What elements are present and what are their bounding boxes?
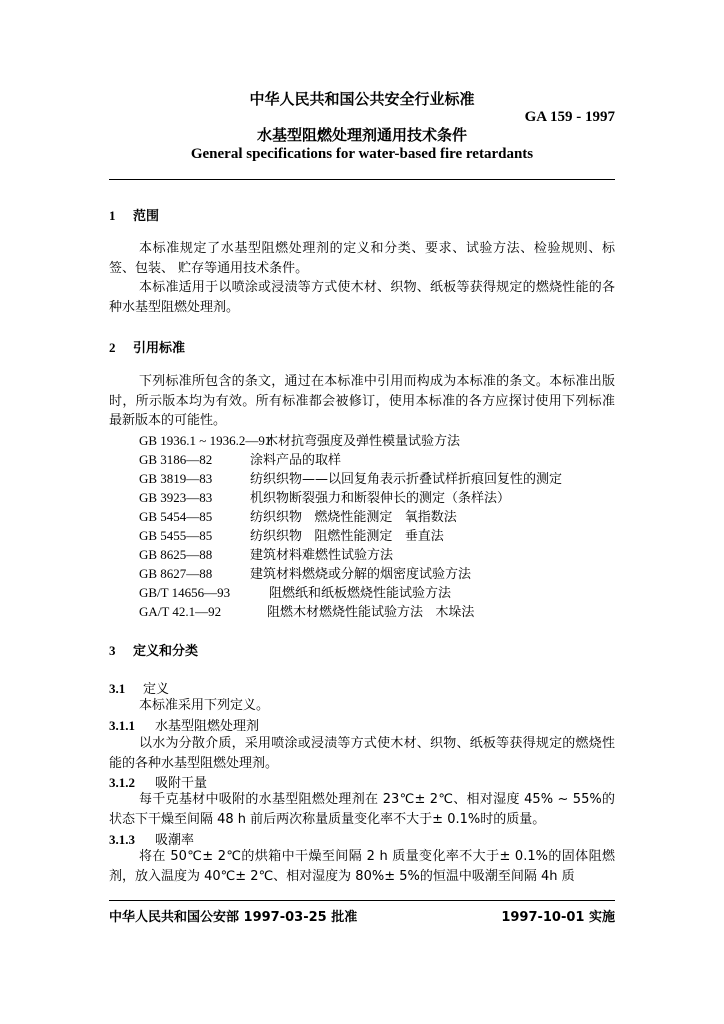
reference-title: 纺织织物 燃烧性能测定 氧指数法 (250, 510, 457, 525)
reference-item (139, 602, 474, 622)
subsection-title: 吸附干量 (155, 776, 208, 791)
reference-item (139, 545, 393, 565)
reference-code: GB 8625—88 (139, 547, 213, 562)
section-3-heading (109, 640, 198, 659)
reference-title: 建筑材料燃烧或分解的烟密度试验方法 (250, 567, 472, 582)
subsection-number: 3.1.2 (109, 775, 135, 790)
reference-code: GB 5455—85 (139, 528, 213, 543)
reference-title: 阻燃纸和纸板燃烧性能试验方法 (269, 586, 452, 601)
reference-item (139, 488, 510, 508)
reference-item (139, 507, 457, 527)
subsection-3-1-1-heading (109, 715, 259, 734)
reference-code: GB 1936.1 ~ 1936.2—91 (139, 433, 272, 448)
subsection-title: 吸潮率 (155, 833, 195, 848)
reference-code: GB 3923—83 (139, 490, 213, 505)
reference-title: 纺织织物——以回复角表示折叠试样折痕回复性的测定 (250, 472, 563, 487)
section-2-number: 2 (109, 340, 116, 355)
section-1-para-2: 本标准适用于以喷涂或浸渍等方式使木材、织物、纸板等获得规定的燃烧性能的各种水基型阻燃处理剂。 (109, 280, 615, 315)
subsection-3-1-1-text: 以水为分散介质，采用喷涂或浸渍等方式使木材、织物、纸板等获得规定的燃烧性能的各种水基型阻燃处理剂。 (109, 736, 615, 771)
subsection-3-1-2-heading (109, 772, 207, 791)
section-2-title: 引用标准 (133, 341, 186, 356)
reference-item (139, 469, 562, 489)
subsection-number: 3.1.3 (109, 832, 135, 847)
subsection-3-1-heading (109, 678, 169, 697)
reference-item (139, 564, 471, 584)
section-3-title: 定义和分类 (133, 644, 199, 659)
section-2-heading (109, 337, 185, 356)
section-1-heading (109, 205, 159, 224)
reference-code: GB/T 14656—93 (139, 585, 231, 600)
section-1-para-1: 本标准规定了水基型阻燃处理剂的定义和分类、要求、试验方法、检验规则、标签、包装、 贮存等通用技术条件。 (109, 241, 615, 276)
reference-title: 纺织织物 阻燃性能测定 垂直法 (250, 529, 444, 544)
subsection-3-1-2-text: 每千克基材中吸附的水基型阻燃处理剂在 23℃± 2℃、相对湿度 45% ~ 55%的状态下干燥至间隔 48 h 前后两次称量质量变化率不大于± 0.1%时的质量。 (109, 792, 615, 827)
standard-title-cn: 水基型阻燃处理剂通用技术条件 (256, 126, 467, 144)
reference-title: 机织物断裂强力和断裂伸长的测定（条样法） (250, 491, 511, 506)
reference-item (139, 526, 444, 546)
standard-title-en: General specifications for water-based fire retardants (190, 146, 534, 162)
subsection-title: 水基型阻燃处理剂 (155, 719, 260, 734)
issuing-org-heading: 中华人民共和国公共安全行业标准 (249, 90, 475, 108)
reference-title: 涂料产品的取样 (250, 453, 342, 468)
section-1-title: 范围 (133, 209, 160, 224)
section-1-number: 1 (109, 208, 116, 223)
standard-number: GA 159 - 1997 (524, 109, 615, 125)
effective-date: 1997-10-01 实施 (501, 910, 615, 925)
reference-code: GA/T 42.1—92 (139, 604, 222, 619)
subsection-title: 定义 (143, 682, 170, 697)
reference-item (139, 583, 451, 603)
reference-code: GB 3819—83 (139, 471, 213, 486)
approval-line: 中华人民共和国公安部 1997-03-25 批准 (109, 910, 358, 925)
reference-title: 阻燃木材燃烧性能试验方法 木垛法 (267, 605, 475, 620)
reference-code: GB 8627—88 (139, 566, 213, 581)
footer-divider (109, 900, 615, 901)
reference-code: GB 5454—85 (139, 509, 213, 524)
reference-code: GB 3186—82 (139, 452, 213, 467)
subsection-number: 3.1.1 (109, 718, 135, 733)
section-2-para: 下列标准所包含的条文，通过在本标准中引用而构成为本标准的条文。本标准出版时，所示版本均为有效。所有标准都会被修订，使用本标准的各方应探讨使用下列标准最新版本的可能性。 (109, 374, 615, 428)
reference-title: 建筑材料难燃性试验方法 (250, 548, 394, 563)
subsection-3-1-3-text: 将在 50℃± 2℃的烘箱中干燥至间隔 2 h 质量变化率不大于± 0.1%的固体阻燃剂，放入温度为 40℃± 2℃、相对湿度为 80%± 5%的恒温中吸潮至间隔 4h 质 (109, 849, 615, 884)
header-divider (109, 179, 615, 180)
subsection-3-1-text: 本标准采用下列定义。 (139, 698, 270, 713)
reference-item (139, 450, 341, 470)
section-3-number: 3 (109, 643, 116, 658)
subsection-3-1-3-heading (109, 829, 194, 848)
reference-title: 木材抗弯强度及弹性模量试验方法 (265, 434, 461, 449)
subsection-number: 3.1 (109, 681, 126, 696)
reference-item (139, 431, 460, 451)
